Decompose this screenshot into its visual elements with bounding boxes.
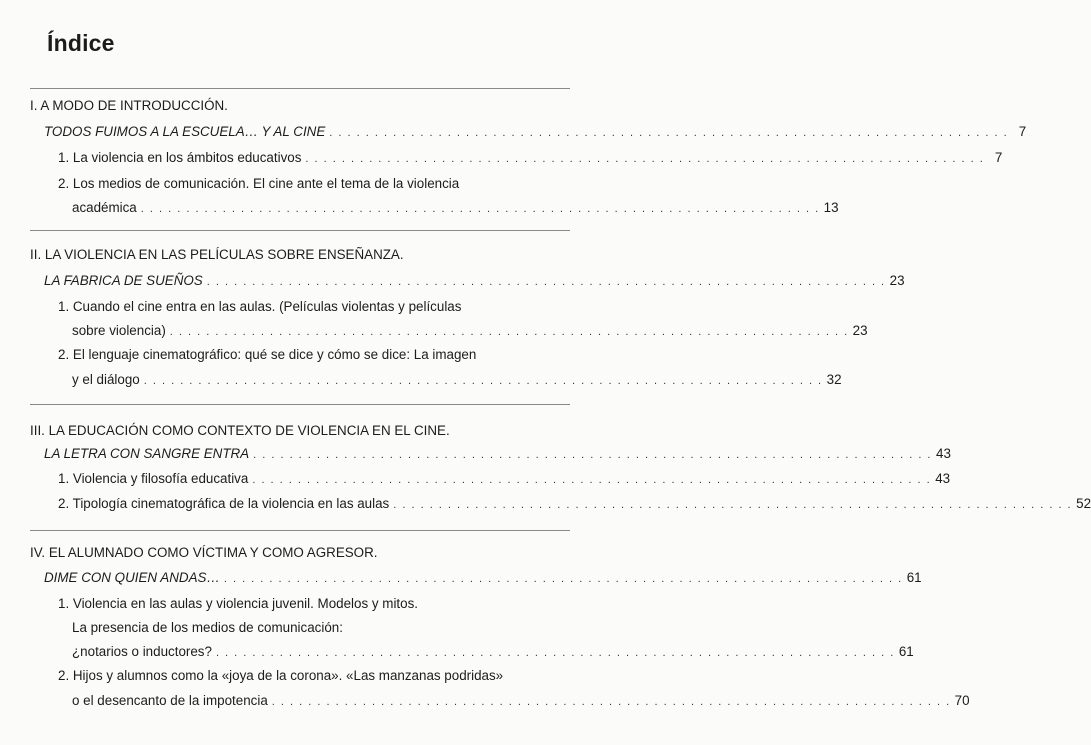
toc-entry-text: 2. Tipología cinematográfica de la violencia en las aulas	[58, 496, 390, 511]
toc-entry[interactable]	[30, 319, 868, 343]
toc-entry-subtitle[interactable]	[30, 442, 951, 466]
toc-entry-subtitle[interactable]	[30, 120, 1027, 144]
page-number: 61	[898, 644, 914, 659]
page-number: 23	[852, 323, 868, 338]
toc-entry-subtitle[interactable]	[30, 566, 922, 590]
dot-leader: . . . . . . . . . . . . . . . . . . . . . . . . . . . . . . . . . . . . . . . . . . . . . . . . . . . . . . . . . . . . . . . . . . . . . . . . . . .	[305, 153, 985, 165]
page-number: 70	[954, 693, 970, 708]
section-divider	[30, 530, 570, 531]
toc-entry[interactable]	[30, 368, 842, 392]
toc-entry-text[interactable]: 1. Cuando el cine entra en las aulas. (Películas violentas y películas	[58, 299, 462, 314]
page-number: 43	[936, 446, 951, 461]
toc-entry-text[interactable]: 2. Los medios de comunicación. El cine ante el tema de la violencia	[58, 176, 460, 191]
section-divider	[30, 230, 570, 231]
toc-entry-text: 1. La violencia en los ámbitos educativos	[58, 150, 302, 165]
section-divider	[30, 404, 570, 405]
dot-leader: . . . . . . . . . . . . . . . . . . . . . . . . . . . . . . . . . . . . . . . . . . . . . . . . . . . . . . . . . . . . . . . . . . . . . . . . . . .	[271, 696, 951, 708]
page-number: 7	[994, 150, 1003, 165]
toc-entry-text[interactable]: 2. El lenguaje cinematográfico: qué se dice y cómo se dice: La imagen	[58, 347, 477, 362]
section-heading: IV. EL ALUMNADO COMO VÍCTIMA Y COMO AGRESOR.	[30, 545, 378, 560]
dot-leader: . . . . . . . . . . . . . . . . . . . . . . . . . . . . . . . . . . . . . . . . . . . . . . . . . . . . . . . . . . . . . . . . . . . . . . . . . . .	[393, 499, 1073, 511]
dot-leader: . . . . . . . . . . . . . . . . . . . . . . . . . . . . . . . . . . . . . . . . . . . . . . . . . . . . . . . . . . . . . . . . . . . . . . . . . . .	[140, 203, 820, 215]
toc-entry[interactable]	[30, 640, 914, 664]
toc-entry-text[interactable]: 2. Hijos y alumnos como la «joya de la corona». «Las manzanas podridas»	[58, 668, 504, 683]
page-number: 7	[1018, 124, 1027, 139]
toc-entry-text: sobre violencia)	[72, 323, 166, 338]
toc-entry-text: TODOS FUIMOS A LA ESCUELA… Y AL CINE	[44, 124, 326, 139]
page-number: 13	[823, 200, 839, 215]
toc-entry[interactable]	[30, 689, 970, 713]
page-number: 23	[889, 273, 905, 288]
section-heading: I. A MODO DE INTRODUCCIÓN.	[30, 98, 228, 113]
toc-entry-subtitle[interactable]	[30, 269, 905, 293]
toc-entry[interactable]	[30, 492, 1091, 516]
toc-entry-text: LA FABRICA DE SUEÑOS	[44, 273, 203, 288]
toc-entry[interactable]	[30, 467, 951, 491]
toc-entry-text: académica	[72, 200, 137, 215]
toc-entry-text[interactable]: La presencia de los medios de comunicación:	[72, 620, 343, 635]
toc-entry-text: 1. Violencia y filosofía educativa	[58, 471, 249, 486]
section-divider	[30, 88, 570, 89]
dot-leader: . . . . . . . . . . . . . . . . . . . . . . . . . . . . . . . . . . . . . . . . . . . . . . . . . . . . . . . . . . . . . . . . . . . . . . . . . . .	[253, 449, 932, 461]
toc-entry-text: y el diálogo	[72, 372, 140, 387]
page-title: Índice	[47, 30, 115, 56]
toc-entry-text[interactable]: 1. Violencia en las aulas y violencia juvenil. Modelos y mitos.	[58, 596, 418, 611]
section-heading: II. LA VIOLENCIA EN LAS PELÍCULAS SOBRE ENSEÑANZA.	[30, 247, 404, 262]
toc-entry-text: DIME CON QUIEN ANDAS…	[44, 570, 220, 585]
section-heading: III. LA EDUCACIÓN COMO CONTEXTO DE VIOLENCIA EN EL CINE.	[30, 423, 450, 438]
toc-entry[interactable]	[30, 146, 1003, 170]
dot-leader: . . . . . . . . . . . . . . . . . . . . . . . . . . . . . . . . . . . . . . . . . . . . . . . . . . . . . . . . . . . . . . . . . . . . . . . . . . .	[206, 276, 886, 288]
dot-leader: . . . . . . . . . . . . . . . . . . . . . . . . . . . . . . . . . . . . . . . . . . . . . . . . . . . . . . . . . . . . . . . . . . . . . . . . . . .	[329, 127, 1009, 139]
toc-entry-text: o el desencanto de la impotencia	[72, 693, 268, 708]
dot-leader: . . . . . . . . . . . . . . . . . . . . . . . . . . . . . . . . . . . . . . . . . . . . . . . . . . . . . . . . . . . . . . . . . . . . . . . . . . .	[252, 474, 932, 486]
toc-entry-text: ¿notarios o inductores?	[72, 644, 212, 659]
toc-entry[interactable]	[30, 196, 839, 220]
dot-leader: . . . . . . . . . . . . . . . . . . . . . . . . . . . . . . . . . . . . . . . . . . . . . . . . . . . . . . . . . . . . . . . . . . . . . . . . . . .	[215, 647, 895, 659]
page-number: 43	[935, 471, 951, 486]
page-number: 61	[906, 570, 922, 585]
dot-leader: . . . . . . . . . . . . . . . . . . . . . . . . . . . . . . . . . . . . . . . . . . . . . . . . . . . . . . . . . . . . . . . . . . . . . . . . . . .	[223, 573, 903, 585]
toc-entry-text: LA LETRA CON SANGRE ENTRA	[44, 446, 250, 461]
page-number: 52	[1076, 496, 1091, 511]
page-number: 32	[826, 372, 842, 387]
dot-leader: . . . . . . . . . . . . . . . . . . . . . . . . . . . . . . . . . . . . . . . . . . . . . . . . . . . . . . . . . . . . . . . . . . . . . . . . . . .	[169, 326, 849, 338]
dot-leader: . . . . . . . . . . . . . . . . . . . . . . . . . . . . . . . . . . . . . . . . . . . . . . . . . . . . . . . . . . . . . . . . . . . . . . . . . . .	[143, 375, 823, 387]
